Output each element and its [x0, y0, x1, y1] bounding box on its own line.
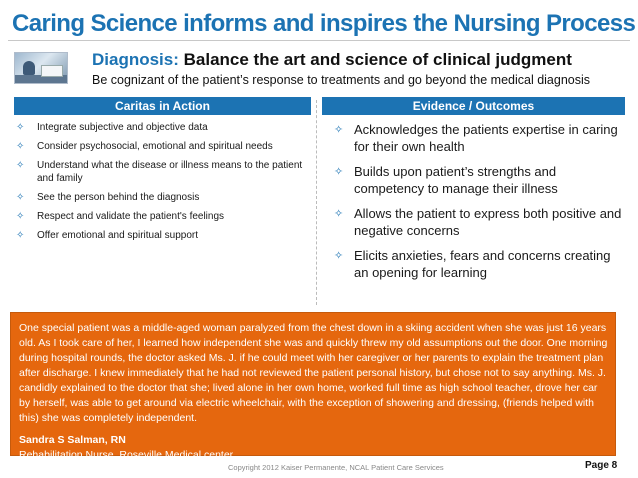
diamond-bullet-icon: ✧ — [16, 141, 25, 152]
diamond-bullet-icon: ✧ — [16, 122, 25, 133]
outcome-item: ✧ Elicits anxieties, fears and concerns creating an opening for learning — [334, 248, 611, 280]
heading-text: Balance the art and science of clinical judgment — [178, 50, 572, 69]
outcomes-column-header: Evidence / Outcomes — [322, 97, 625, 115]
column-divider — [316, 100, 317, 305]
diamond-bullet-icon: ✧ — [16, 160, 25, 171]
story-author: Sandra S Salman, RN — [19, 434, 126, 446]
section-subheading: Be cognizant of the patient’s response to treatments and go beyond the medical diagnosis — [92, 73, 591, 87]
page-number: Page 8 — [585, 460, 618, 471]
caritas-item: ✧ Consider psychosocial, emotional and spiritual needs — [16, 141, 273, 152]
heading-accent: Diagnosis: — [92, 50, 179, 69]
diamond-bullet-icon: ✧ — [334, 124, 344, 136]
diamond-bullet-icon: ✧ — [16, 192, 25, 203]
copyright-footer: Copyright 2012 Kaiser Permanente, NCAL Patient Care Services — [228, 463, 444, 472]
story-affiliation: Rehabilitation Nurse, Roseville Medical center — [19, 449, 234, 461]
caritas-item: ✧ Offer emotional and spiritual support — [16, 230, 199, 241]
story-text: One special patient was a middle-aged woman paralyzed from the chest down in a skiing accident when she was just 16 years old. As I took care of her, I learned how independent she was and quickly threw my old assumptions out the door. One morning during hospital rounds, the doctor asked Ms. J. if he could meet with her caregiver or her parents to explain the treatment plan after discharge. I knew immediately that he had not reviewed the patient personal history, but chose not to say anything. Ms. J. candidly explained to the doctor that she; lived alone in her own home, worked full time as high school teacher, drove her car by herself, was able to get around via electric wheelchair, with the exception of showering and dressing, (friends helped with this) she was completely independent. — [19, 322, 608, 424]
diamond-bullet-icon: ✧ — [334, 166, 344, 178]
patient-story-box — [10, 312, 616, 461]
section-heading — [92, 50, 572, 70]
caritas-item: ✧ Integrate subjective and objective data — [16, 122, 208, 133]
slide-title: Caring Science informs and inspires the Nursing Process — [12, 10, 636, 37]
diamond-bullet-icon: ✧ — [16, 230, 25, 241]
outcome-item: ✧ Acknowledges the patients expertise in caring for their own health — [334, 122, 618, 154]
clinical-photo — [14, 52, 68, 84]
caritas-item: ✧ Respect and validate the patient's feelings — [16, 211, 225, 222]
diamond-bullet-icon: ✧ — [334, 250, 344, 262]
outcome-item: ✧ Allows the patient to express both positive and negative concerns — [334, 206, 622, 238]
caritas-column-header: Caritas in Action — [14, 97, 311, 115]
title-divider — [8, 40, 630, 41]
outcomes-list — [334, 121, 624, 289]
caritas-item: ✧ Understand what the disease or illness means to the patient and family — [16, 160, 303, 184]
outcome-item: ✧ Builds upon patient’s strengths and competency to manage their illness — [334, 164, 558, 196]
caritas-list — [14, 121, 304, 248]
diamond-bullet-icon: ✧ — [334, 208, 344, 220]
caritas-item: ✧ See the person behind the diagnosis — [16, 192, 200, 203]
diamond-bullet-icon: ✧ — [16, 211, 25, 222]
